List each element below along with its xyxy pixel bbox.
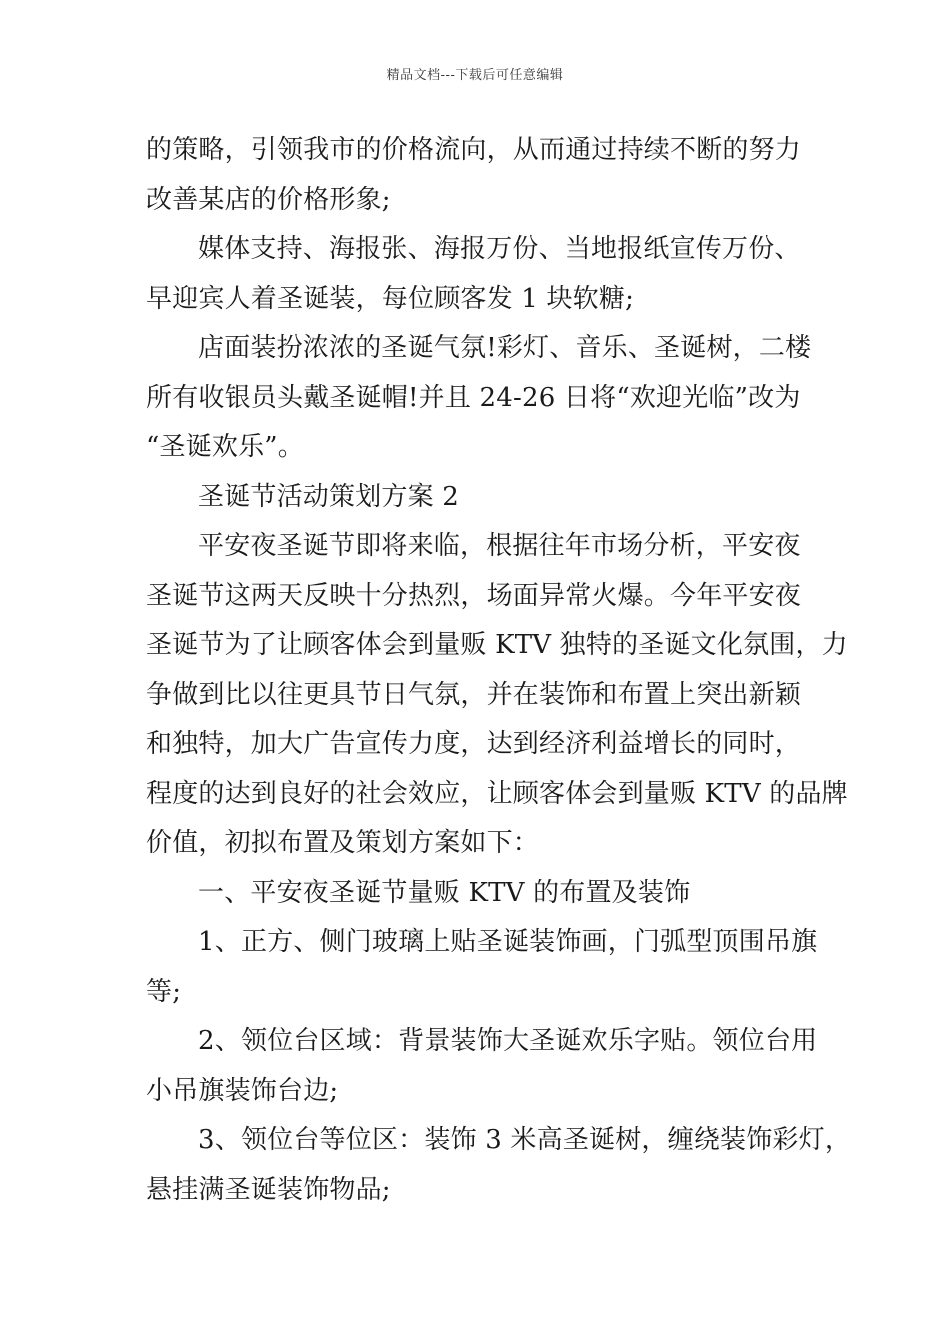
- list-item: 2、领位台区域：背景装饰大圣诞欢乐字贴。领位台用: [198, 1026, 818, 1056]
- text-line: 的策略，引领我市的价格流向，从而通过持续不断的努力: [146, 135, 802, 165]
- text-line: 早迎宾人着圣诞装，每位顾客发 1 块软糖;: [146, 283, 635, 314]
- text-line: 等;: [146, 976, 182, 1007]
- subsection-heading: 一、平安夜圣诞节量贩 KTV 的布置及装饰: [198, 877, 691, 908]
- text-line: 悬挂满圣诞装饰物品;: [146, 1174, 391, 1205]
- text-line: 平安夜圣诞节即将来临，根据往年市场分析，平安夜: [198, 531, 801, 561]
- text-line: 改善某店的价格形象;: [146, 184, 391, 215]
- text-line: “圣诞欢乐”。: [146, 432, 304, 462]
- text-line: 争做到比以往更具节日气氛，并在装饰和布置上突出新颖: [146, 679, 802, 710]
- text-line: 和独特，加大广告宣传力度，达到经济利益增长的同时，: [146, 729, 802, 759]
- text-line: 圣诞节为了让顾客体会到量贩 KTV 独特的圣诞文化氛围，力: [146, 630, 848, 660]
- text-line: 圣诞节这两天反映十分热烈，场面异常火爆。今年平安夜: [146, 580, 802, 611]
- text-line: 所有收银员头戴圣诞帽!并且 24-26 日将“欢迎光临”改为: [146, 382, 801, 413]
- document-body: [146, 126, 852, 1215]
- list-item: 1、正方、侧门玻璃上贴圣诞装饰画，门弧型顶围吊旗: [198, 927, 818, 957]
- page-header: 精品文档---下载后可任意编辑: [386, 68, 564, 83]
- text-line: 程度的达到良好的社会效应，让顾客体会到量贩 KTV 的品牌: [146, 778, 848, 809]
- list-item: 3、领位台等位区：装饰 3 米高圣诞树，缠绕装饰彩灯，: [198, 1125, 852, 1155]
- section-heading: 圣诞节活动策划方案 2: [198, 481, 460, 512]
- text-line: 价值，初拟布置及策划方案如下：: [146, 828, 540, 858]
- text-line: 店面装扮浓浓的圣诞气氛!彩灯、音乐、圣诞树，二楼: [198, 333, 812, 363]
- text-line: 媒体支持、海报张、海报万份、当地报纸宣传万份、: [198, 234, 801, 264]
- text-line: 小吊旗装饰台边;: [146, 1075, 339, 1106]
